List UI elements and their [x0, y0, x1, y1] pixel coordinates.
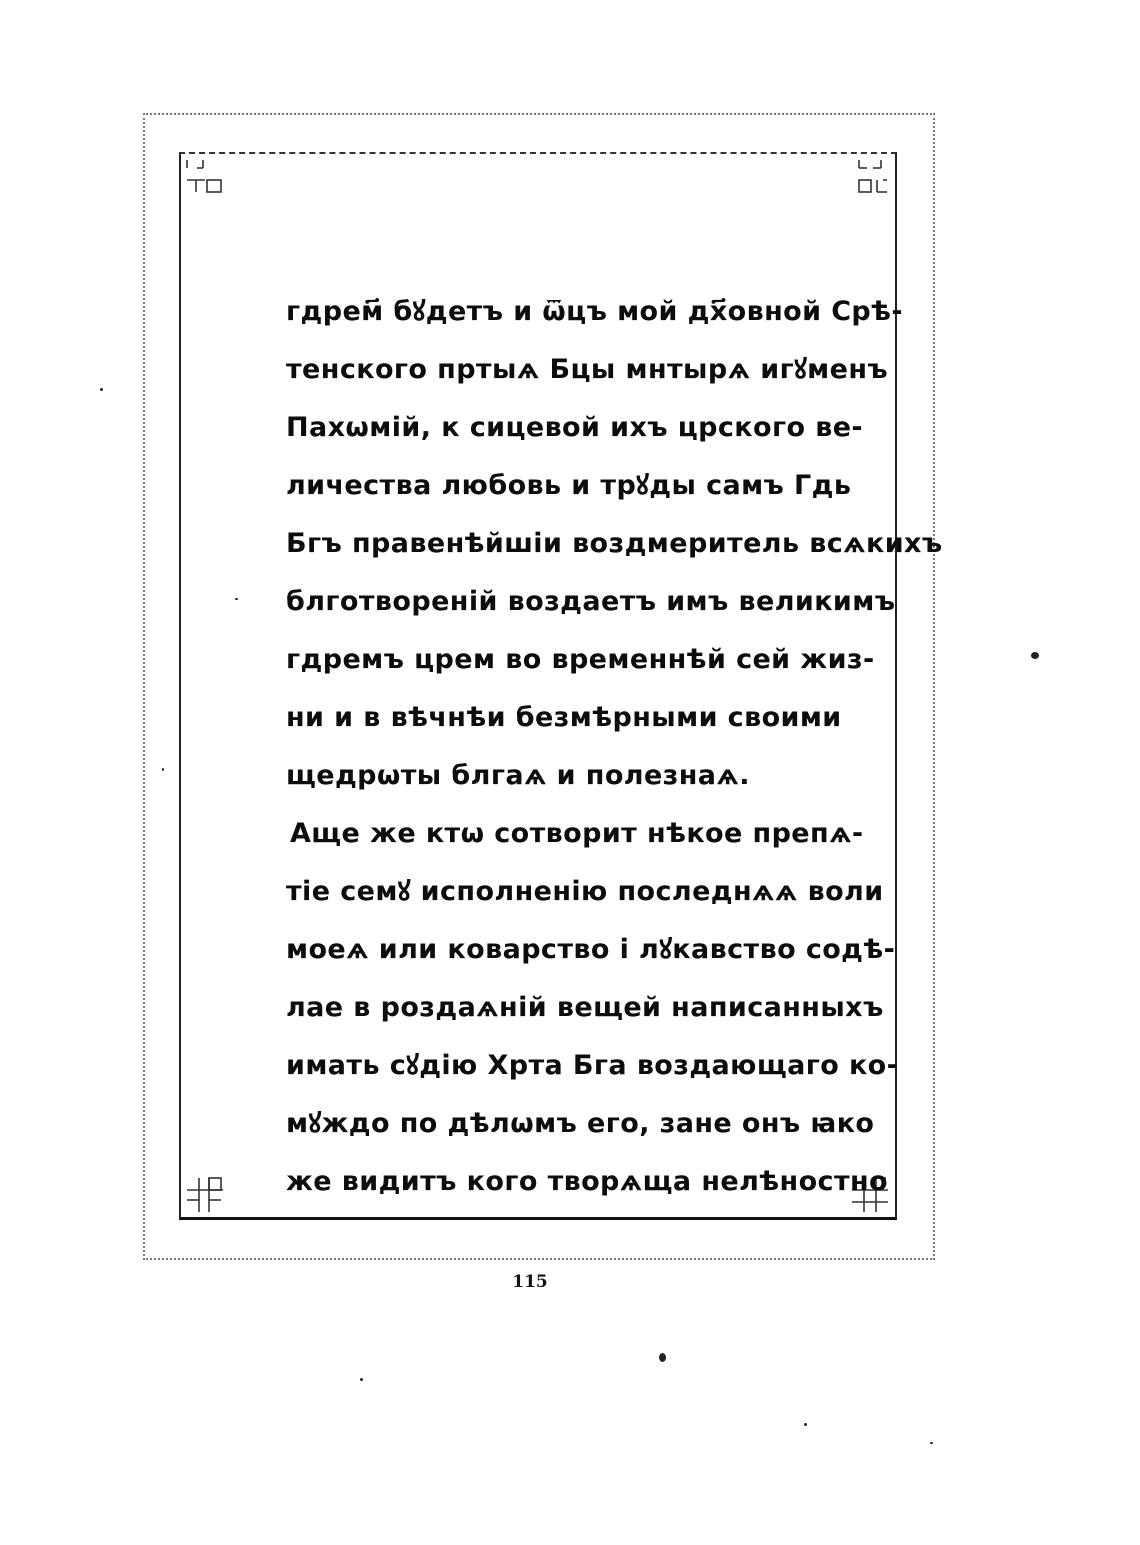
text-line: гдрем҃ бꙋдетъ и ѿцъ мой дх҃овной Срѣ- [286, 296, 904, 327]
text-line: Пахѡмій, к сицевой ихъ црского ве- [286, 412, 864, 443]
text-line: Бгъ правенѣйшіи воздмеритель всѧкихъ [286, 528, 943, 559]
scan-speck [1031, 652, 1039, 659]
text-line: моеѧ или коварство і лꙋкавство содѣ- [286, 934, 896, 965]
text-line: ни и в вѣчнѣи безмѣрными своими [286, 702, 842, 733]
scan-speck [162, 768, 164, 771]
text-line: тенского пртыѧ Бцы мнтырѧ игꙋменъ [286, 354, 889, 385]
text-line: гдремъ црем во временнѣй сей жиз- [286, 644, 875, 675]
page-number: 115 [512, 1272, 548, 1292]
text-line: тіе семꙋ исполненію последнѧѧ воли [286, 876, 884, 907]
body-text [286, 283, 943, 1211]
scan-speck [930, 1442, 933, 1444]
text-line: личества любовь и трꙋды самъ Гдь [286, 470, 852, 501]
text-line: же видитъ кого творѧща нелѣностно [286, 1166, 888, 1197]
text-line: Аще же ктѡ сотворит нѣкое препѧ- [290, 818, 864, 849]
paragraph-1 [286, 283, 943, 805]
paragraph-2 [286, 805, 899, 1211]
scan-speck [659, 1353, 666, 1362]
text-line: лае в роздаѧній вещей написанныхъ [286, 992, 884, 1023]
scan-speck [804, 1423, 807, 1426]
text-line: щедрѡты блгаѧ и полезнаѧ. [286, 760, 750, 791]
text-line: мꙋждо по дѣлѡмъ его, зане онъ ꙗко [286, 1108, 875, 1139]
text-line: блготвореній воздаетъ имъ великимъ [286, 586, 896, 617]
corner-ornament-top-right-icon [851, 156, 895, 200]
corner-ornament-bottom-left-icon [183, 1172, 227, 1216]
scan-speck [360, 1378, 363, 1381]
scan-speck [100, 388, 103, 391]
scan-speck [235, 598, 238, 600]
corner-ornament-top-left-icon [183, 156, 227, 200]
text-line: имать сꙋдію Хрта Бга воздающаго ко- [286, 1050, 899, 1081]
